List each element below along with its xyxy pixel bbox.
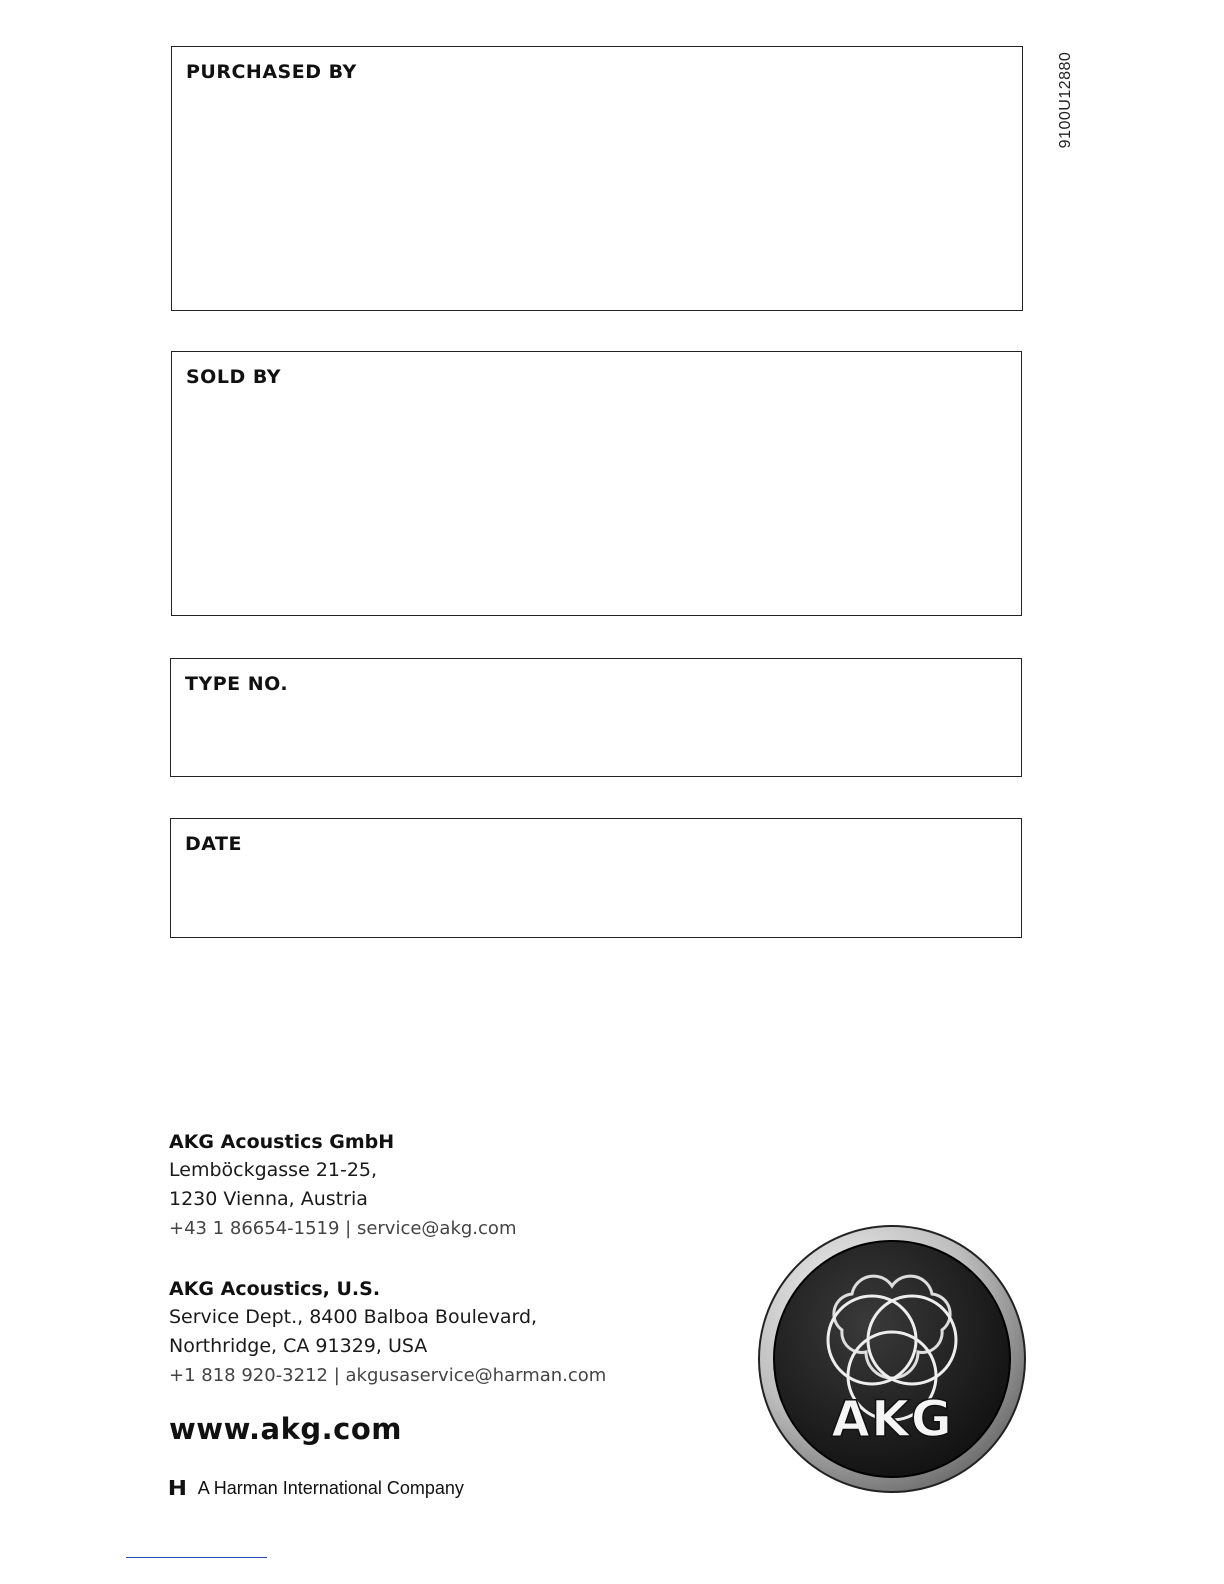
address-line: 1230 Vienna, Austria <box>169 1188 368 1210</box>
harman-tagline <box>169 1476 464 1500</box>
harman-text: A Harman International Company <box>197 1477 464 1498</box>
date-field[interactable] <box>170 818 1022 938</box>
address-us <box>169 1275 606 1390</box>
address-line: Northridge, CA 91329, USA <box>169 1335 428 1357</box>
akg-logo <box>754 1224 1030 1494</box>
purchased-by-field[interactable] <box>171 46 1023 311</box>
company-name: AKG Acoustics, U.S. <box>169 1278 381 1300</box>
address-line: Lemböckgasse 21-25, <box>169 1159 378 1181</box>
contact-line: +1 818 920-3212 | akgusaservice@harman.com <box>169 1365 607 1386</box>
akg-logo-text: AKG <box>831 1390 953 1448</box>
date-label: DATE <box>185 833 242 855</box>
sold-by-field[interactable] <box>171 351 1022 616</box>
divider-line <box>126 1557 267 1558</box>
type-no-field[interactable] <box>170 658 1022 777</box>
contact-line: +43 1 86654-1519 | service@akg.com <box>169 1218 517 1239</box>
type-no-label: TYPE NO. <box>185 673 289 695</box>
address-austria <box>169 1128 516 1243</box>
purchased-by-label: PURCHASED BY <box>186 61 357 83</box>
address-line: Service Dept., 8400 Balboa Boulevard, <box>169 1306 538 1328</box>
harman-h-icon: H <box>167 1476 188 1500</box>
document-code: 9100U12880 <box>1057 51 1074 149</box>
website-link[interactable]: www.akg.com <box>169 1412 402 1446</box>
company-name: AKG Acoustics GmbH <box>169 1131 395 1153</box>
sold-by-label: SOLD BY <box>186 366 282 388</box>
